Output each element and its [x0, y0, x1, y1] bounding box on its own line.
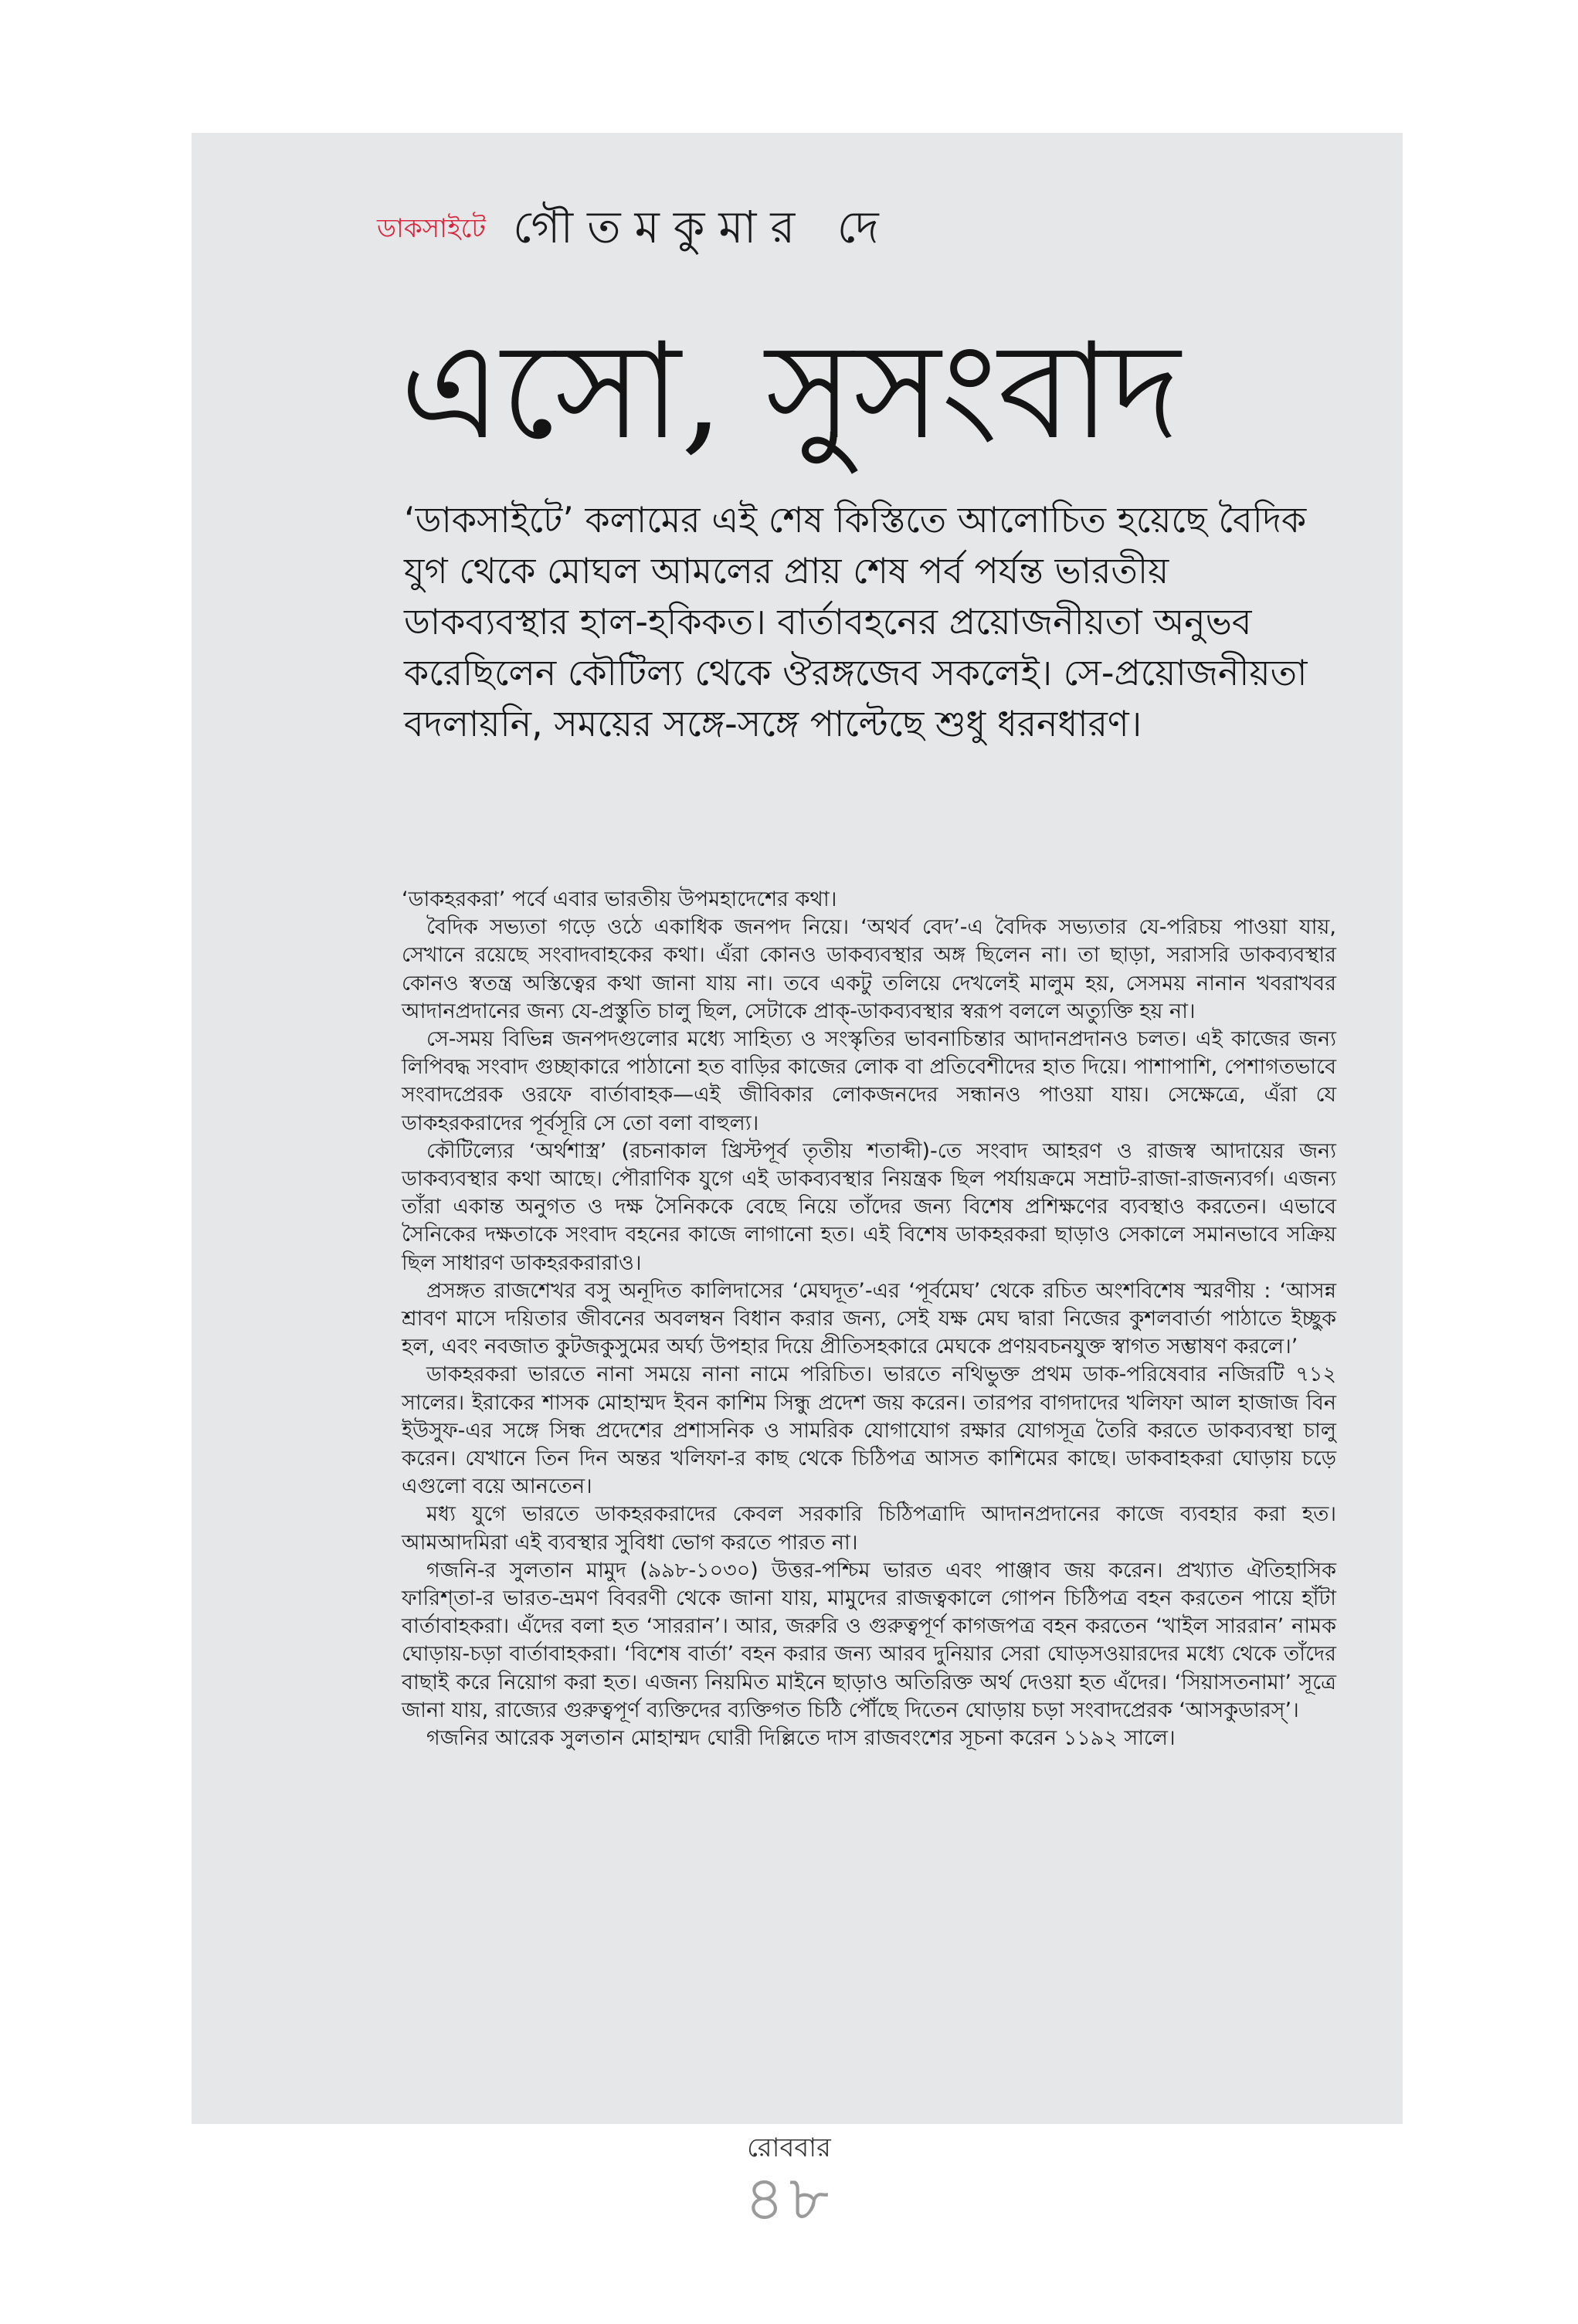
page-number: ৪৮ — [744, 2163, 834, 2234]
article-lede: ‘ডাকসাইটে’ কলামের এই শেষ কিস্তিতে আলোচিত হয়েছে বৈদিক যুগ থেকে মোঘল আমলের প্রায় শেষ পর্ব পর্যন্ত ভারতীয় ডাকব্যবস্থার হাল-হকিকত। বার্তাবহনের প্রয়োজনীয়তা অনুভব করেছিলেন কৌটিল্য থেকে ঔরঙ্গজেব সকলেই। সে-প্রয়োজনীয়তা বদলায়নি, সময়ের সঙ্গে-সঙ্গে পাল্টেছে শুধু ধরনধারণ। — [404, 499, 1308, 745]
article-body — [402, 886, 1336, 1752]
body-paragraph: ডাকহরকরা ভারতে নানা সময়ে নানা নামে পরিচিত। ভারতে নথিভুক্ত প্রথম ডাক-পরিষেবার নজিরটি ৭১২ সালের। ইরাকের শাসক মোহাম্মদ ইবন কাশিম সিন্ধু প্রদেশ জয় করেন। তারপর বাগদাদের খলিফা আল হাজাজ বিন ইউসুফ-এর সঙ্গে সিন্ধ প্রদেশের প্রশাসনিক ও সামরিক যোগাযোগ রক্ষার যোগসূত্র তৈরি করতে ডাকব্যবস্থা চালু করেন। যেখানে তিন দিন অন্তর খলিফা-র কাছ থেকে চিঠিপত্র আসত কাশিমের কাছে। ডাকবাহকরা ঘোড়ায় চড়ে এগুলো বয়ে আনতেন। — [402, 1362, 1336, 1499]
article-panel — [192, 133, 1403, 2124]
column-name: ডাকসাইটে — [377, 213, 486, 244]
body-paragraph: বৈদিক সভ্যতা গড়ে ওঠে একাধিক জনপদ নিয়ে। ‘অথর্ব বেদ’-এ বৈদিক সভ্যতার যে-পরিচয় পাওয়া যায়, সেখানে রয়েছে সংবাদবাহকের কথা। এঁরা কোনও ডাকব্যবস্থার অঙ্গ ছিলেন না। তা ছাড়া, সরাসরি ডাকব্যবস্থার কোনও স্বতন্ত্র অস্তিত্বের কথা জানা যায় না। তবে একটু তলিয়ে দেখলেই মালুম হয়, সেসময় নানান খবরাখবর আদানপ্রদানের জন্য যে-প্রস্তুতি চালু ছিল, সেটাকে প্রাক্‌-ডাকব্যবস্থার স্বরূপ বললে অত্যুক্তি হয় না। — [402, 915, 1336, 1023]
body-paragraph: প্রসঙ্গত রাজশেখর বসু অনূদিত কালিদাসের ‘মেঘদূত’-এর ‘পূর্বমেঘ’ থেকে রচিত অংশবিশেষ স্মরণীয় : ‘আসন্ন শ্রাবণ মাসে দয়িতার জীবনের অবলম্বন বিধান করার জন্য, সেই যক্ষ মেঘ দ্বারা নিজের কুশলবার্তা পাঠাতে ইচ্ছুক হল, এবং নবজাত কুটজকুসুমের অর্ঘ্য উপহার দিয়ে প্রীতিসহকারে মেঘকে প্রণয়বচনযুক্ত স্বাগত সম্ভাষণ করলে।’ — [402, 1278, 1336, 1359]
article-title: এসো, সুসংবাদ — [400, 314, 1181, 469]
body-paragraph: মধ্য যুগে ভারতে ডাকহরকরাদের কেবল সরকারি চিঠিপত্রাদি আদানপ্রদানের কাজে ব্যবহার করা হত। আমআদমিরা এই ব্যবস্থার সুবিধা ভোগ করতে পারত না। — [402, 1502, 1336, 1555]
byline — [377, 193, 893, 255]
body-paragraph: গজনি-র সুলতান মামুদ (৯৯৮-১০৩০) উত্তর-পশ্চিম ভারত এবং পাঞ্জাব জয় করেন। প্রখ্যাত ঐতিহাসিক ফারিশ্‌তা-র ভারত-ভ্রমণ বিবরণী থেকে জানা যায়, মামুদের রাজত্বকালে গোপন চিঠিপত্র বহন করতেন পায়ে হাঁটা বার্তাবাহকরা। এঁদের বলা হত ‘সাররান’। আর, জরুরি ও গুরুত্বপূর্ণ কাগজপত্র বহন করতেন ‘খাইল সাররান’ নামক ঘোড়ায়-চড়া বার্তাবাহকরা। ‘বিশেষ বার্তা’ বহন করার জন্য আরব দুনিয়ার সেরা ঘোড়সওয়ারদের মধ্যে থেকে তাঁদের বাছাই করে নিয়োগ করা হত। এজন্য নিয়মিত মাইনে ছাড়াও অতিরিক্ত অর্থ দেওয়া হত এঁদের। ‘সিয়াসতনামা’ সূত্রে জানা যায়, রাজ্যের গুরুত্বপূর্ণ ব্যক্তিদের ব্যক্তিগত চিঠি পৌঁছে দিতেন ঘোড়ায় চড়া সংবাদপ্রেরক ‘আসকুডারস্’। — [402, 1558, 1336, 1722]
body-paragraph: গজনির আরেক সুলতান মোহাম্মদ ঘোরী দিল্লিতে দাস রাজবংশের সূচনা করেন ১১৯২ সালে। — [426, 1726, 1176, 1751]
page-footer — [0, 2132, 1578, 2234]
body-paragraph: সে-সময় বিভিন্ন জনপদগুলোর মধ্যে সাহিত্য ও সংস্কৃতির ভাবনাচিন্তার আদানপ্রদানও চলত। এই কাজের জন্য লিপিবদ্ধ সংবাদ গুচ্ছাকারে পাঠানো হত বাড়ির কাজের লোক বা প্রতিবেশীদের হাত দিয়ে। পাশাপাশি, পেশাগতভাবে সংবাদপ্রেরক ওরফে বার্তাবাহক—এই জীবিকার লোকজনদের সন্ধানও পাওয়া যায়। সেক্ষেত্রে, এঁরা যে ডাকহরকরাদের পূর্বসূরি সে তো বলা বাহুল্য। — [402, 1027, 1336, 1135]
body-paragraph: ‘ডাকহরকরা’ পর্বে এবার ভারতীয় উপমহাদেশের কথা। — [402, 887, 837, 911]
author-name: গৌতমকুমার দে — [512, 201, 893, 253]
magazine-name: রোববার — [747, 2132, 831, 2163]
body-paragraph: কৌটিল্যের ‘অর্থশাস্ত্র’ (রচনাকাল খ্রিস্টপূর্ব তৃতীয় শতাব্দী)-তে সংবাদ আহরণ ও রাজস্ব আদায়ের জন্য ডাকব্যবস্থার কথা আছে। পৌরাণিক যুগে এই ডাকব্যবস্থার নিয়ন্ত্রক ছিল পর্যায়ক্রমে সম্রাট-রাজা-রাজন্যবর্গ। এজন্য তাঁরা একান্ত অনুগত ও দক্ষ সৈনিককে বেছে নিয়ে তাঁদের জন্য বিশেষ প্রশিক্ষণের ব্যবস্থাও করতেন। এভাবে সৈনিকের দক্ষতাকে সংবাদ বহনের কাজে লাগানো হত। এই বিশেষ ডাকহরকরা ছাড়াও সেকালে সমানভাবে সক্রিয় ছিল সাধারণ ডাকহরকরারাও। — [402, 1138, 1336, 1275]
